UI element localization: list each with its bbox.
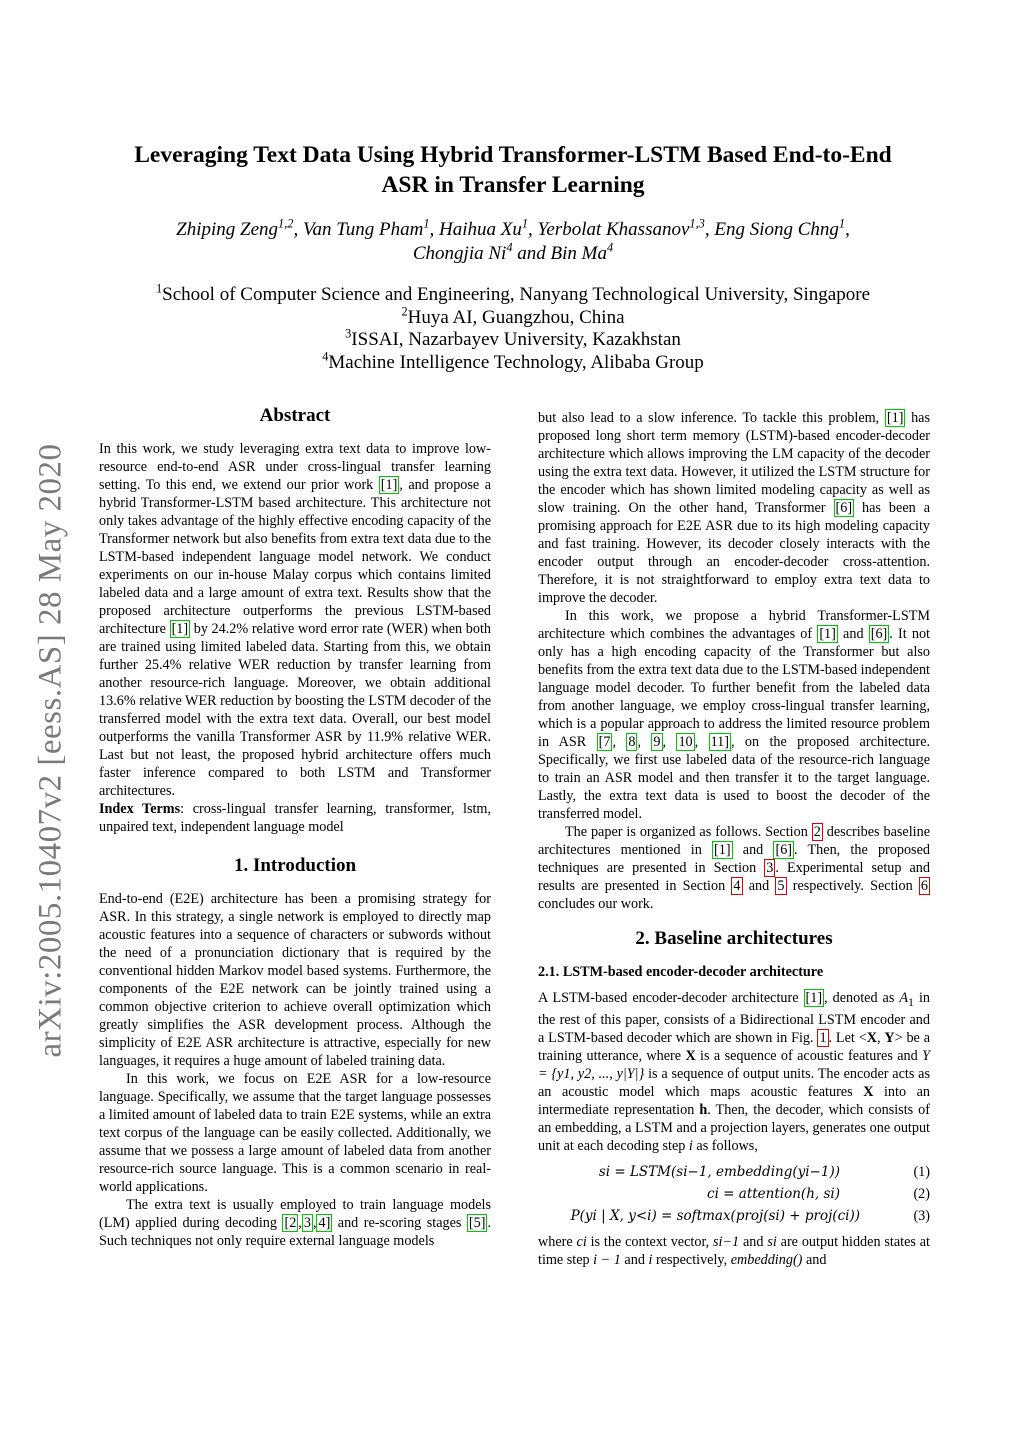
index-terms: Index Terms: cross-lingual transfer learning, transformer, lstm, unpaired text, independent language model — [99, 801, 491, 835]
citation-link[interactable]: 4] — [318, 1215, 331, 1231]
abstract-heading: Abstract — [259, 405, 331, 426]
body-paragraph: A LSTM-based encoder-decoder architecture [1] , denoted as $A_1$ in the rest of this paper, consists of a Bidirectional LSTM encoder and a LSTM-based decoder which are shown in Fig. 1 . Let <X, Y> be a training utterance, where X is a sequence of acoustic features and Y = {y1, y2, ..., y|Y|} is a sequence of output units. The encoder acts as an acoustic model which maps acoustic features X into an intermediate representation h. Then, the decoder, which consists of an embedding, a LSTM and a projection layers, generates one output unit at each decoding step i as follows, — [538, 990, 931, 1154]
citation-link[interactable]: [1] — [380, 477, 398, 493]
citation-link[interactable]: 3 — [303, 1215, 311, 1231]
author-name: , Van Tung Pham — [293, 219, 424, 240]
author-name: , Haihua Xu — [429, 219, 522, 240]
intro-paragraph: but also lead to a slow inference. To tackle this problem, [1] has proposed long short term memory (LSTM)-based encoder-decoder architecture which allows improving the LM capacity of the decoder using the extra text data. However, it utilized the LSTM structure for the encoder which has shown limited modeling capacity as well as slow training. On the other hand, Transformer [6] has been a promising approach for E2E ASR due to its high modeling capacity and fast training. However, its decoder closely interacts with the encoder output through an encoder-decoder cross-attention. Therefore, it is not straightforward to employ extra text data to improve the decoder. — [538, 410, 931, 606]
citation-link[interactable]: 10 — [678, 734, 693, 750]
author-affil-mark: 1,2 — [278, 216, 294, 231]
author-name: , Yerbolat Khassanov — [528, 219, 690, 240]
section-link[interactable]: 3 — [766, 860, 774, 876]
section-link[interactable]: 2 — [813, 824, 821, 840]
arxiv-stamp-text: arXiv:2005.10407v2 [eess.AS] 28 May 2020 — [32, 443, 69, 1057]
paper-title — [100, 140, 926, 200]
section-link[interactable]: 5 — [777, 878, 785, 894]
title-line-2: ASR in Transfer Learning — [381, 172, 645, 198]
citation-link[interactable]: [6] — [835, 500, 853, 516]
author-separator: , — [845, 219, 850, 240]
author-affil-mark: 1 — [521, 216, 529, 231]
citation-link[interactable]: 8 — [628, 734, 636, 750]
right-column — [538, 409, 930, 1269]
affiliation: $^4$Machine Intelligence Technology, Alibaba Group — [322, 349, 704, 373]
left-column — [99, 404, 491, 1250]
equation-3: P(yi | X, y<i) = softmax(proj(si) + proj(ci)) (3) — [570, 1207, 930, 1224]
author-name: Chongjia Ni — [412, 243, 507, 264]
author-affil-mark: 1 — [838, 216, 846, 231]
intro-paragraph: The extra text is usually employed to train language models (LM) applied during decoding [2 , 3 , 4] and re-scoring stages [5] . Such techniques not only require external language models — [99, 1197, 491, 1249]
author-affil-mark: 1 — [423, 216, 430, 231]
intro-heading: 1. Introduction — [233, 855, 357, 876]
intro-paragraph: End-to-end (E2E) architecture has been a promising strategy for ASR. In this strategy, a single network is employed to directly map acoustic features into a sequence of characters or subwords without the need of a pronunciation dictionary that is required by the conventional hidden Markov model based systems. Furthermore, the components of the E2E network can be jointly trained using a common objective criterion to achieve overall optimization which greatly simplifies the ASR development process. Although the simplicity of E2E ASR architecture is attractive, especially for new languages, it requires a huge amount of labeled training data. — [99, 891, 491, 1069]
section-2-heading: 2. Baseline architectures — [635, 928, 833, 949]
citation-link[interactable]: [1] — [805, 990, 823, 1006]
citation-link[interactable]: [6] — [870, 626, 888, 642]
citation-link[interactable]: [1] — [819, 626, 836, 642]
figure-link[interactable]: 1 — [819, 1029, 827, 1046]
author-affil-mark: 4 — [606, 240, 614, 255]
affiliation: $^1$School of Computer Science and Engineering, Nanyang Technological University, Singapore — [156, 281, 870, 305]
intro-paragraph: In this work, we focus on E2E ASR for a low-resource language. Specifically, we assume that the target language possesses a limited amount of labeled data to train E2E systems, while an extra text corpus of the language can be easily collected. Additionally, we assume that we possess a large amount of labeled data from another resource-rich source language. This is a common scenario in real-world applications. — [99, 1071, 491, 1195]
author-name: and Bin Ma — [512, 243, 607, 264]
title-line-1: Leveraging Text Data Using Hybrid Transformer-LSTM Based End-to-End — [134, 142, 892, 168]
section-link[interactable]: 6 — [920, 878, 928, 894]
abstract-body: In this work, we study leveraging extra text data to improve low-resource end-to-end ASR under cross-lingual transfer learning setting. To this end, we extend our prior work [1] , and propose a hybrid Transformer-LSTM based architecture. This architecture not only takes advantage of the highly effective encoding capacity of the Transformer network but also benefits from extra text data due to the LSTM-based independent language model network. We conduct experiments on our in-house Malay corpus which contains limited labeled data and a large amount of extra text. Results show that the proposed architecture outperforms the previous LSTM-based architecture [1] by 24.2% relative word error rate (WER) when both are trained using limited labeled data. Starting from this, we obtain further 25.4% relative WER reduction by transfer learning from another resource-rich language. Moreover, we obtain additional 13.6% relative WER reduction by boosting the LSTM decoder of the transferred model with the extra text data. Overall, our best model outperforms the vanilla Transformer ASR by 11.9% relative WER. Last but not least, the proposed hybrid architecture offers much faster inference compared to both LSTM and Transformer architectures. — [99, 441, 492, 799]
arxiv-stamp — [26, 430, 76, 1070]
subsection-heading: 2.1. LSTM-based encoder-decoder architecture — [538, 964, 824, 980]
author-list — [100, 218, 926, 266]
citation-link[interactable]: 11] — [710, 734, 729, 750]
intro-paragraph: The paper is organized as follows. Section 2 describes baseline architectures mentioned in [1] and [6] . Then, the proposed techniques are presented in Section 3 . Experimental setup and results are presented in Section 4 and 5 respectively. Section 6 concludes our work. — [538, 824, 930, 912]
intro-paragraph: In this work, we propose a hybrid Transformer-LSTM architecture which combines the advantages of [1] and [6] . It not only has a high encoding capacity of the Transformer but also benefits from the extra text data due to the LSTM-based independent language model decoder. To further benefit from the labeled data from another language, we employ cross-lingual transfer learning, which is a popular approach to address the limited resource problem in ASR [7 , 8 , 9 , 10 , 11] , on the proposed architecture. Specifically, we first use labeled data of the resource-rich language to train an ASR model and then transfer it to the target language. Lastly, the extra text data is used to boost the decoder of the transferred model. — [538, 608, 931, 822]
affiliation: $^2$Huya AI, Guangzhou, China — [401, 304, 625, 328]
author-name: , Eng Siong Chng — [704, 219, 839, 240]
citation-link[interactable]: [6] — [775, 842, 793, 858]
affiliation: $^3$ISSAI, Nazarbayev University, Kazakhstan — [345, 326, 681, 350]
citation-link[interactable]: [1] — [714, 842, 731, 858]
equation-1: si = LSTM(si−1, embedding(yi−1)) (1) — [598, 1163, 930, 1180]
citation-link[interactable]: [5] — [468, 1215, 486, 1231]
author-name: Zhiping Zeng — [176, 219, 279, 240]
citation-link[interactable]: 9 — [653, 734, 661, 750]
body-paragraph: where ci is the context vector, si−1 and si are output hidden states at time step i − 1 and i respectively, embedding() and — [538, 1233, 930, 1268]
citation-link[interactable]: [1] — [171, 621, 189, 637]
affiliation-list — [100, 281, 926, 374]
citation-link[interactable]: [1] — [886, 410, 904, 426]
section-link[interactable]: 4 — [733, 878, 741, 894]
author-affil-mark: 1,3 — [689, 216, 705, 231]
author-affil-mark: 4 — [506, 240, 513, 255]
citation-link[interactable]: [7 — [598, 734, 611, 750]
citation-link[interactable]: [2 — [284, 1215, 297, 1231]
equation-2: ci = attention(h, si) (2) — [707, 1185, 930, 1202]
